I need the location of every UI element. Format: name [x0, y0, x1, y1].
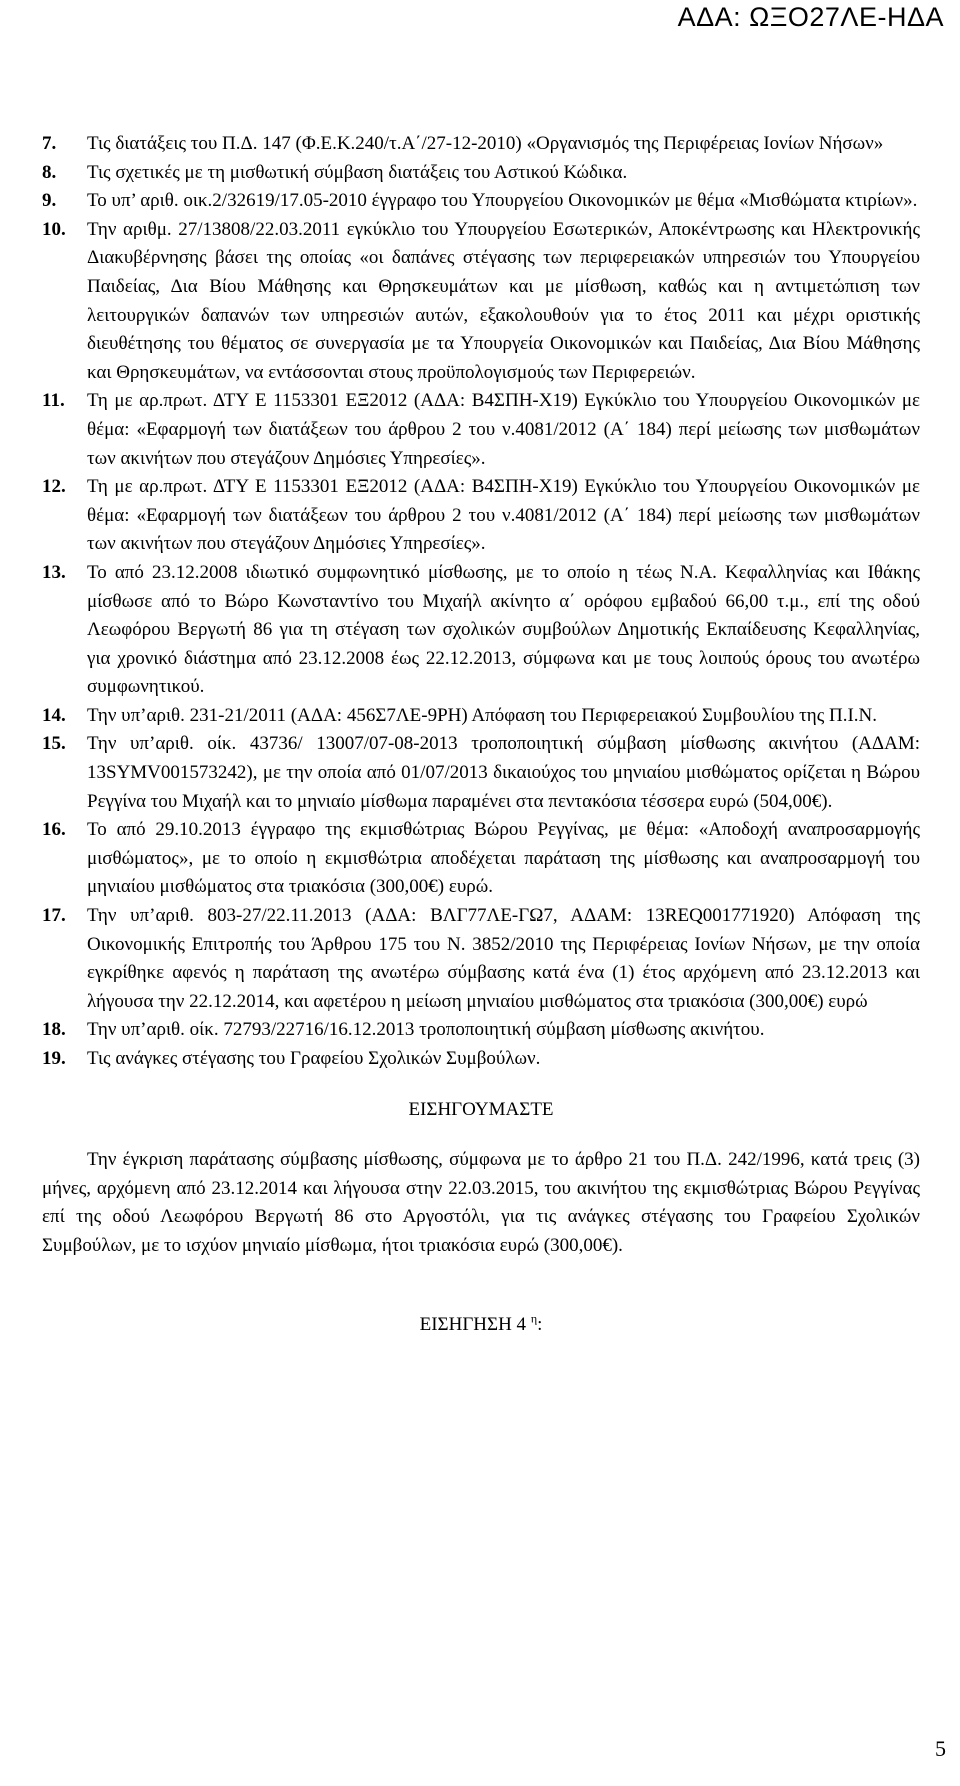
list-item	[42, 730, 920, 816]
list-item	[42, 130, 920, 159]
list-item-number: 12.	[42, 476, 66, 498]
list-item-text: Την υπ’αριθ. 231-21/2011 (ΑΔΑ: 456Σ7ΛΕ-9ΡΗ) Απόφαση του Περιφερειακού Συμβουλίου της Π.Ι.Ν.	[87, 704, 878, 726]
list-item-text: Την υπ’αριθ. οίκ. 43736/ 13007/07-08-2013 τροποποιητική σύμβαση μίσθωσης ακινήτου (ΑΔΑΜ: 13SYMV001573242), με την οποία από 01/07/2013 δικαιούχος του μηνιαίου μισθώματος ορίζεται η Βώρου Ρεγγίνα του Μιχαήλ και το μηνιαίο μίσθωμα παραμένει στα πεντακόσια τέσσερα ευρώ (504,00€).	[87, 733, 920, 812]
list-item-number: 10.	[42, 218, 66, 240]
list-item-text: Την υπ’αριθ. 803-27/22.11.2013 (ΑΔΑ: ΒΛΓ77ΛΕ-ΓΩ7, ΑΔΑΜ: 13REQ001771920) Απόφαση της Οικονομικής Επιτροπής του Άρθρου 175 του Ν. 3852/2010 της Περιφέρειας Ιονίων Νήσων, με την οποία εγκρίθηκε αφενός η παράταση της ανωτέρω σύμβασης κατά ένα (1) έτος αρχόμενη από 23.12.2013 και λήγουσα την 22.12.2014, και αφετέρου η μείωση μηνιαίου μισθώματος στα τριακόσια (300,00€) ευρώ	[87, 905, 920, 1012]
next-section-heading-sup: η	[530, 1311, 538, 1326]
list-item-number: 13.	[42, 561, 66, 583]
proposal-heading: ΕΙΣΗΓΟΥΜΑΣΤΕ	[408, 1098, 554, 1120]
list-item-number: 11.	[42, 390, 65, 412]
list-item	[42, 1045, 920, 1074]
list-item	[42, 159, 920, 188]
list-item-number: 7.	[42, 133, 57, 154]
list-item-text: Το υπ’ αριθ. οικ.2/32619/17.05-2010 έγγραφο του Υπουργείου Οικονομικών με θέμα «Μισθώματα κτιρίων».	[87, 190, 918, 212]
list-item-number: 15.	[42, 733, 66, 755]
list-item-text: Τις ανάγκες στέγασης του Γραφείου Σχολικών Συμβούλων.	[87, 1048, 541, 1069]
list-item-number: 8.	[42, 161, 57, 183]
list-item	[42, 187, 920, 216]
list-item-text: Τις σχετικές με τη μισθωτική σύμβαση διατάξεις του Αστικού Κώδικα.	[87, 161, 628, 183]
list-item-number: 9.	[42, 190, 57, 212]
list-item-text: Το από 29.10.2013 έγγραφο της εκμισθώτριας Βώρου Ρεγγίνας, με θέμα: «Αποδοχή αναπροσαρμογής μισθώματος», με το οποίο η εκμισθώτρια αποδέχεται παράταση της μίσθωσης και αναπροσαρμογή του μηνιαίου μισθώματος στα τριακόσια (300,00€) ευρώ.	[87, 819, 920, 898]
list-item	[42, 387, 920, 473]
list-item	[42, 816, 920, 902]
list-item	[42, 702, 920, 731]
list-item-text: Το από 23.12.2008 ιδιωτικό συμφωνητικό μίσθωσης, με το οποίο η τέως Ν.Α. Κεφαλληνίας και Ιθάκης μίσθωσε από το Βώρο Κωνσταντίνο του Μιχαήλ ακίνητο α΄ ορόφου εμβαδού 66,00 τ.μ., επί της οδού Λεωφόρου Βεργωτή 86 για τη στέγαση των σχολικών συμβούλων Δημοτικής Εκπαίδευσης Κεφαλληνίας, για χρονικό διάστημα από 23.12.2008 έως 22.12.2013, σύμφωνα και με τους λοιπούς όρους του ανωτέρω συμφωνητικού.	[87, 561, 920, 698]
list-item-text: Τη με αρ.πρωτ. ΔΤΥ Ε 1153301 ΕΞ2012 (ΑΔΑ: Β4ΣΠΗ-Χ19) Εγκύκλιο του Υπουργείου Οικονομικών με θέμα: «Εφαρμογή των διατάξεων του άρθρου 2 του ν.4081/2012 (Α΄ 184) περί μείωσης των μισθωμάτων των ακινήτων που στεγάζουν Δημόσιες Υπηρεσίες».	[87, 476, 920, 555]
considerations-list	[42, 130, 920, 1074]
list-item	[42, 902, 920, 1016]
list-item	[42, 559, 920, 702]
list-item-number: 17.	[42, 905, 66, 927]
list-item-text: Την υπ’αριθ. οίκ. 72793/22716/16.12.2013 τροποποιητική σύμβαση μίσθωσης ακινήτου.	[87, 1019, 765, 1041]
list-item-text: Τις διατάξεις του Π.Δ. 147 (Φ.Ε.Κ.240/τ.Α΄/27-12-2010) «Οργανισμός της Περιφέρειας Ιονίων Νήσων»	[87, 133, 884, 154]
document-ada-code: ΑΔΑ: ΩΞΟ27ΛΕ-ΗΔΑ	[677, 2, 944, 32]
list-item	[42, 1016, 920, 1045]
proposal-text: Την έγκριση παράτασης σύμβασης μίσθωσης, σύμφωνα με το άρθρο 21 του Π.Δ. 242/1996, κατά τρεις (3) μήνες, αρχόμενη από 23.12.2014 και λήγουσα στην 22.03.2015, του ακινήτου της εκμισθώτριας Βώρου Ρεγγίνας επί της οδού Λεωφόρου Βεργωτή 86 στο Αργοστόλι, για τις ανάγκες στέγασης του Γραφείου Σχολικών Συμβούλων, με το ισχύον μηνιαίο μίσθωμα, ήτοι τριακόσια ευρώ (300,00€).	[42, 1149, 920, 1256]
next-section-heading-text: ΕΙΣΗΓΗΣΗ 4	[419, 1313, 527, 1335]
list-item-number: 18.	[42, 1019, 66, 1041]
document-body	[42, 130, 920, 1339]
list-item	[42, 216, 920, 388]
page-number: 5	[935, 1736, 946, 1761]
list-item	[42, 473, 920, 559]
next-section-heading	[42, 1311, 920, 1340]
list-item-number: 14.	[42, 704, 66, 726]
list-item-number: 19.	[42, 1048, 66, 1069]
list-item-number: 16.	[42, 819, 66, 841]
list-item-text: Την αριθμ. 27/13808/22.03.2011 εγκύκλιο του Υπουργείου Εσωτερικών, Αποκέντρωσης και Ηλεκτρονικής Διακυβέρνησης βάσει της οποίας «οι δαπάνες στέγασης των περιφερειακών υπηρεσιών του Υπουργείου Παιδείας, Δια Βίου Μάθησης και Θρησκευμάτων και με μίσθωση, καθώς και η αντιμετώπιση των λειτουργικών δαπανών των υπηρεσιών αυτών, εξακολουθούν για το έτος 2011 και μέχρι οριστικής διευθέτησης του θέματος σε συνεργασία με τα Υπουργεία Οικονομικών και Παιδείας, Δια Βίου Μάθησης και Θρησκευμάτων, να εντάσσονται στους προϋπολογισμούς των Περιφερειών.	[87, 218, 920, 383]
next-section-heading-suffix: :	[537, 1313, 543, 1335]
list-item-text: Τη με αρ.πρωτ. ΔΤΥ Ε 1153301 ΕΞ2012 (ΑΔΑ: Β4ΣΠΗ-Χ19) Εγκύκλιο του Υπουργείου Οικονομικών με θέμα: «Εφαρμογή των διατάξεων του άρθρου 2 του ν.4081/2012 (Α΄ 184) περί μείωσης των μισθωμάτων των ακινήτων που στεγάζουν Δημόσιες Υπηρεσίες».	[87, 390, 920, 469]
